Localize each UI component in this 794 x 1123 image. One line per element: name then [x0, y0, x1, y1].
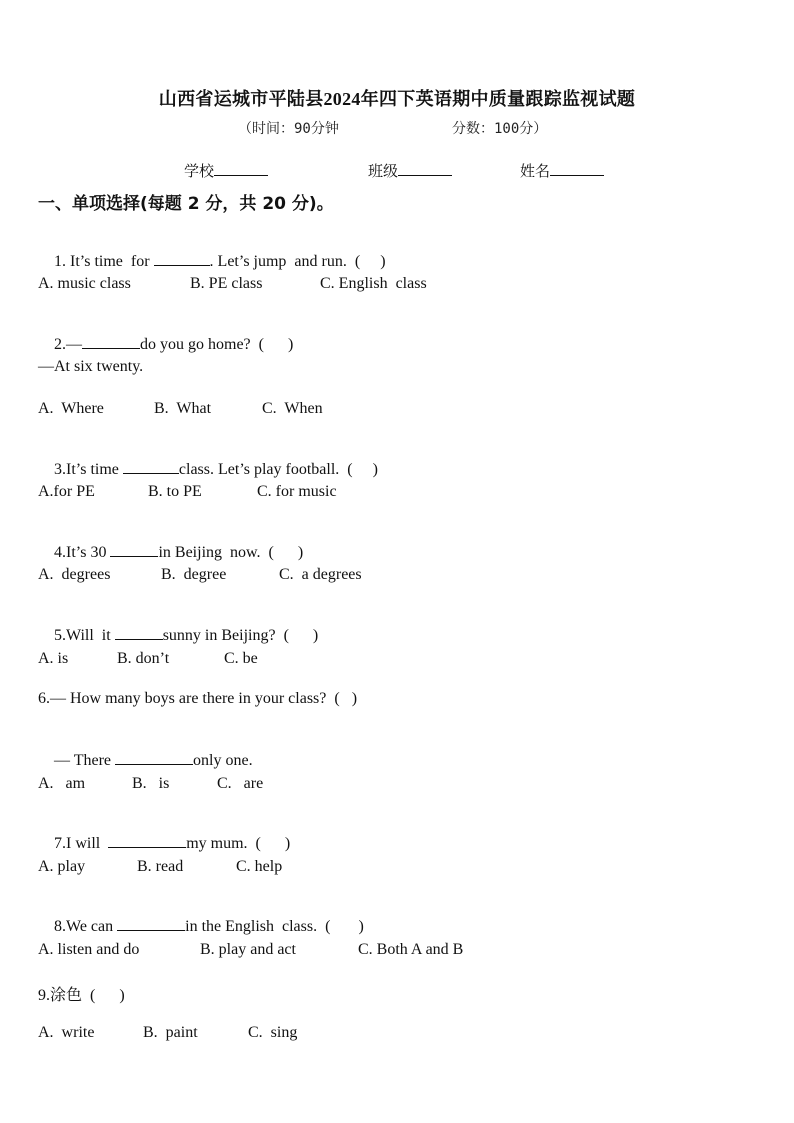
name-blank[interactable]	[550, 161, 604, 176]
question-text: 7.I will	[54, 835, 109, 852]
name-field	[520, 160, 604, 181]
name-label: 姓名	[520, 162, 551, 180]
answer-blank[interactable]	[117, 916, 185, 931]
question-text: do you go home? ( )	[140, 336, 294, 353]
option-b[interactable]: B. don’t	[117, 650, 170, 667]
answer-blank[interactable]	[110, 542, 158, 557]
section-title: 一、单项选择(每题 2 分，共 20 分)。	[38, 194, 334, 214]
option-c[interactable]: C. Both A and B	[358, 941, 464, 958]
question-text: 3.It’s time	[54, 461, 123, 478]
option-c[interactable]: C. a degrees	[279, 566, 362, 583]
option-b[interactable]: B. What	[154, 400, 212, 417]
exam-score: 分数：100分）	[452, 121, 548, 137]
option-b[interactable]: B. PE class	[190, 275, 263, 292]
school-field	[184, 160, 268, 181]
option-c[interactable]: C. for music	[257, 483, 337, 500]
option-c[interactable]: C. help	[236, 858, 283, 875]
option-a[interactable]: A. is	[38, 650, 69, 667]
option-a[interactable]: A. listen and do	[38, 941, 140, 958]
question-9: 9.涂色 ( )	[38, 987, 125, 1004]
question-text: my mum. ( )	[186, 835, 291, 852]
answer-blank[interactable]	[123, 459, 179, 474]
class-field	[368, 160, 452, 181]
class-blank[interactable]	[398, 161, 452, 176]
school-blank[interactable]	[214, 161, 268, 176]
exam-time: （时间：90分钟	[238, 121, 339, 137]
question-text: — There	[54, 752, 116, 769]
question-5	[38, 607, 318, 663]
question-2-answer-line: —At six twenty.	[38, 358, 144, 375]
exam-title: 山西省运城市平陆县2024年四下英语期中质量跟踪监视试题	[158, 89, 636, 109]
option-b[interactable]: B. to PE	[148, 483, 202, 500]
answer-blank[interactable]	[108, 833, 186, 848]
question-text: . Let’s jump and run. ( )	[209, 253, 386, 270]
option-b[interactable]: B. paint	[143, 1024, 198, 1041]
question-text: sunny in Beijing? ( )	[162, 627, 319, 644]
option-a[interactable]: A.for PE	[38, 483, 95, 500]
question-text: 8.We can	[54, 918, 118, 935]
question-text: 2.—	[54, 336, 82, 353]
option-a[interactable]: A. degrees	[38, 566, 111, 583]
question-text: class. Let’s play football. ( )	[178, 461, 378, 478]
option-c[interactable]: C. English class	[320, 275, 427, 292]
option-a[interactable]: A. write	[38, 1024, 95, 1041]
option-b[interactable]: B. play and act	[200, 941, 296, 958]
question-text: 5.Will it	[54, 627, 115, 644]
option-c[interactable]: C. sing	[248, 1024, 298, 1041]
question-text: 1. It’s time for	[54, 253, 154, 270]
option-a[interactable]: A. am	[38, 775, 86, 792]
option-a[interactable]: A. music class	[38, 275, 131, 292]
answer-blank[interactable]	[115, 625, 163, 640]
option-b[interactable]: B. degree	[161, 566, 227, 583]
school-label: 学校	[184, 162, 215, 180]
option-a[interactable]: A. Where	[38, 400, 104, 417]
option-b[interactable]: B. is	[132, 775, 170, 792]
question-text: in Beijing now. ( )	[158, 544, 304, 561]
option-c[interactable]: C. be	[224, 650, 258, 667]
option-c[interactable]: C. When	[262, 400, 323, 417]
answer-blank[interactable]	[115, 750, 193, 765]
question-text: only one.	[193, 752, 253, 769]
option-b[interactable]: B. read	[137, 858, 184, 875]
question-6: 6.— How many boys are there in your class? ( )	[38, 690, 358, 707]
answer-blank[interactable]	[82, 334, 140, 349]
question-text: in the English class. ( )	[185, 918, 364, 935]
answer-blank[interactable]	[154, 251, 210, 266]
option-c[interactable]: C. are	[217, 775, 264, 792]
class-label: 班级	[368, 162, 399, 180]
question-text: 4.It’s 30	[54, 544, 111, 561]
option-a[interactable]: A. play	[38, 858, 86, 875]
